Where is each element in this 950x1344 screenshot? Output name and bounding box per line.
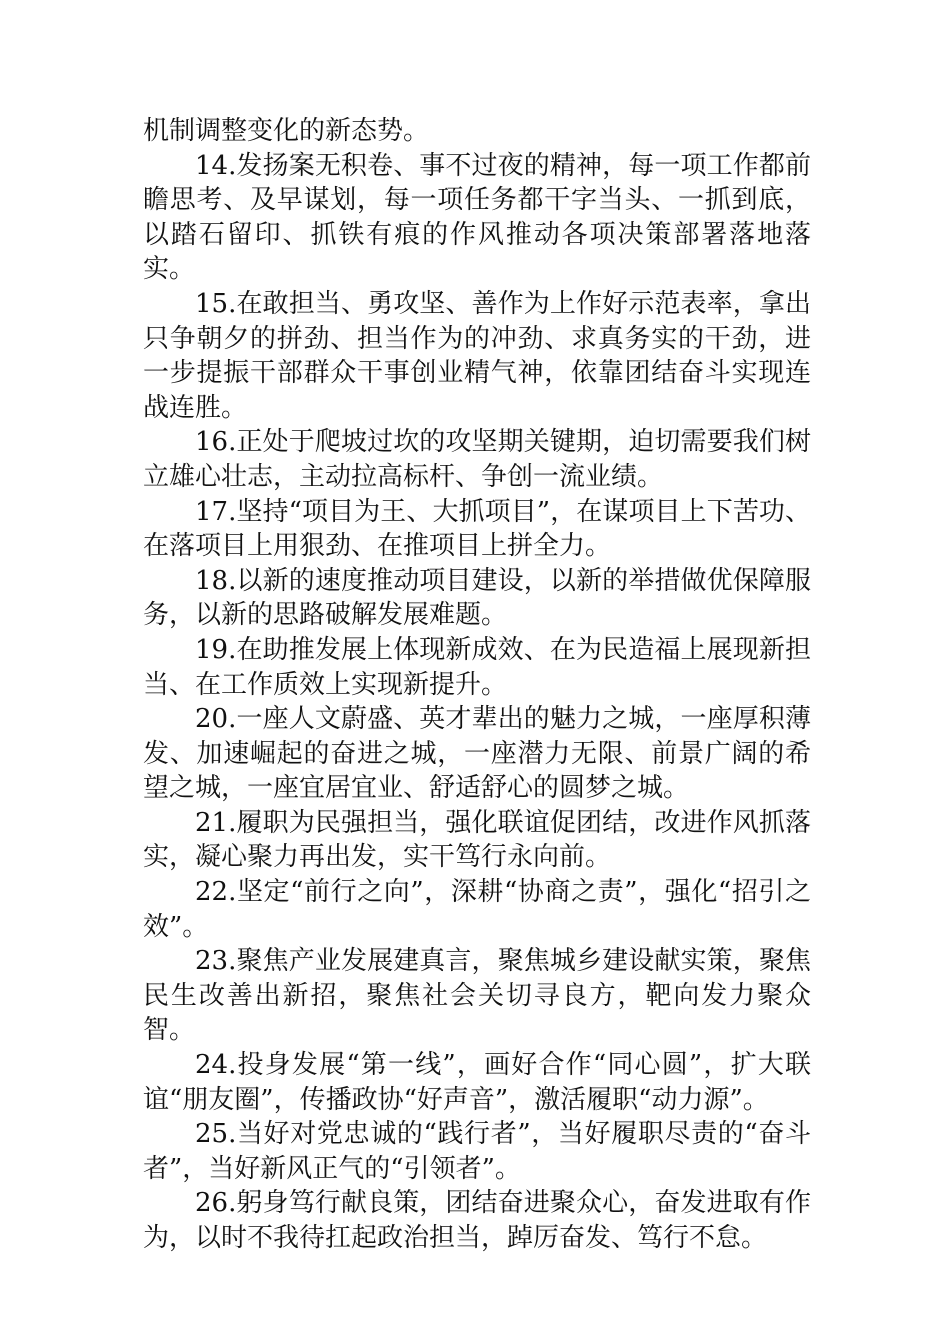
paragraph-17: 17.坚持“项目为王、大抓项目”，在谋项目上下苦功、在落项目上用狠劲、在推项目上拼全力。 — [143, 496, 811, 562]
paragraph-19: 19.在助推发展上体现新成效、在为民造福上展现新担当、在工作质效上实现新提升。 — [143, 634, 811, 700]
paragraph-26: 26.躬身笃行献良策，团结奋进聚众心，奋发进取有作为，以时不我待扛起政治担当，踔厉奋发、笃行不怠。 — [143, 1188, 811, 1253]
paragraph-25: 25.当好对党忠诚的“践行者”，当好履职尽责的“奋斗者”，当好新风正气的“引领者”。 — [143, 1119, 811, 1184]
paragraph-15: 15.在敢担当、勇攻坚、善作为上作好示范表率，拿出只争朝夕的拼劲、担当作为的冲劲、求真务实的干劲，进一步提振干部群众干事创业精气神，依靠团结奋斗实现连战连胜。 — [143, 288, 811, 423]
paragraph-22: 22.坚定“前行之向”，深耕“协商之责”，强化“招引之效”。 — [143, 877, 811, 942]
continuation-line: 机制调整变化的新态势。 — [143, 116, 430, 146]
paragraph-23: 23.聚焦产业发展建真言，聚焦城乡建设献实策，聚焦民生改善出新招，聚焦社会关切寻良方，靶向发力聚众智。 — [143, 946, 811, 1046]
document-body — [143, 114, 811, 1256]
paragraph-21: 21.履职为民强担当，强化联谊促团结，改进作风抓落实，凝心聚力再出发，实干笃行永向前。 — [143, 807, 811, 873]
paragraph-18: 18.以新的速度推动项目建设，以新的举措做优保障服务，以新的思路破解发展难题。 — [143, 565, 811, 631]
paragraph-14: 14.发扬案无积卷、事不过夜的精神，每一项工作都前瞻思考、及早谋划，每一项任务都干字当头、一抓到底，以踏石留印、抓铁有痕的作风推动各项决策部署落地落实。 — [143, 150, 811, 285]
paragraph-24: 24.投身发展“第一线”，画好合作“同心圆”，扩大联谊“朋友圈”，传播政协“好声音”，激活履职“动力源”。 — [143, 1050, 811, 1115]
paragraph-16: 16.正处于爬坡过坎的攻坚期关键期，迫切需要我们树立雄心壮志，主动拉高标杆、争创一流业绩。 — [143, 427, 811, 492]
paragraph-20: 20.一座人文蔚盛、英才辈出的魅力之城，一座厚积薄发、加速崛起的奋进之城，一座潜力无限、前景广阔的希望之城，一座宜居宜业、舒适舒心的圆梦之城。 — [143, 704, 811, 804]
